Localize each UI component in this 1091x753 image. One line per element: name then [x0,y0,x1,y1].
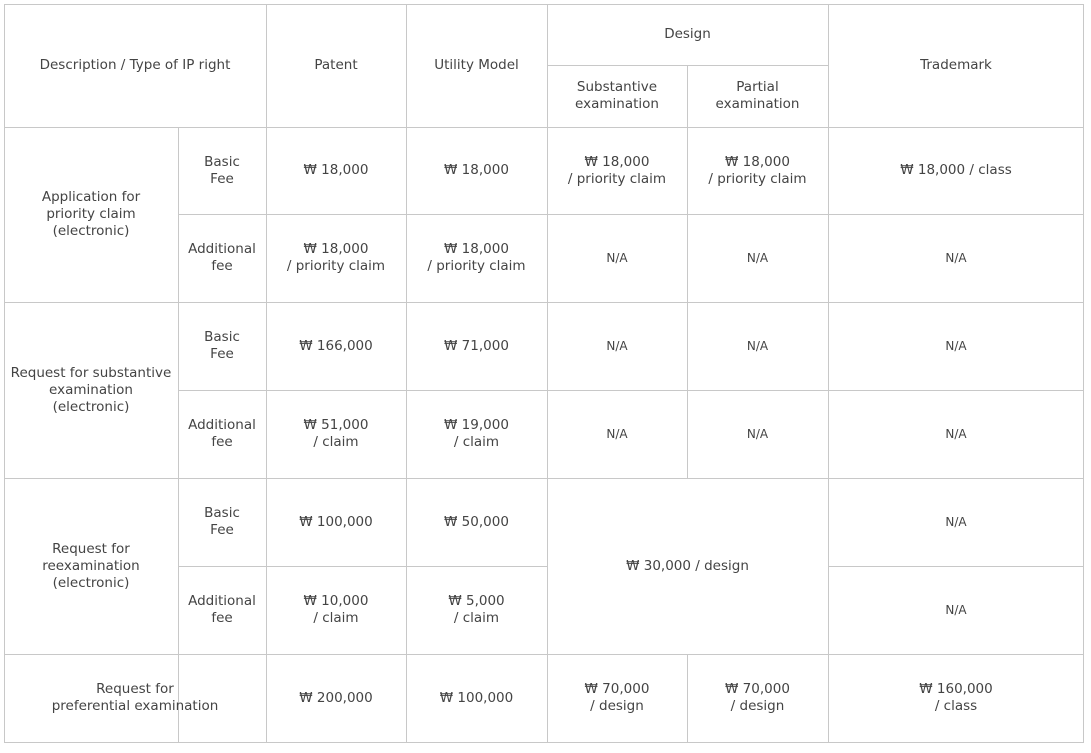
fee-type-additional: Additional fee [188,593,256,626]
header-design-partial: Partial examination [715,79,800,112]
header-design: Design [664,26,711,42]
fee-type-basic: Basic Fee [204,329,240,362]
fee-type-basic: Basic Fee [204,505,240,538]
header-description: Description / Type of IP right [39,57,231,73]
cell-preferential-patent: ₩ 200,000 [299,689,373,706]
cell-preferential-design-substantive: ₩ 70,000 / design [584,681,650,714]
header-patent: Patent [314,57,358,73]
table-border-bottom [4,742,1084,743]
cell-preferential-design-partial: ₩ 70,000 / design [725,681,790,714]
cell-substantive-basic-utility: ₩ 71,000 [444,337,509,354]
row-label-reexamination: Request for reexamination (electronic) [42,540,140,591]
row-label-priority-claim: Application for priority claim (electronic) [41,189,141,239]
fee-type-basic: Basic Fee [204,153,240,187]
cell-substantive-additional-design-substantive: N/A [606,426,628,441]
cell-substantive-additional-utility: ₩ 19,000 / claim [444,417,509,450]
cell-reexamination-design: ₩ 30,000 / design [626,557,749,574]
cell-reexamination-additional-trademark: N/A [945,602,967,617]
cell-priority-basic-design-substantive: ₩ 18,000 / priority claim [567,153,667,187]
cell-preferential-trademark: ₩ 160,000 / class [919,681,993,714]
cell-reexamination-basic-utility: ₩ 50,000 [444,513,509,530]
cell-priority-basic-utility: ₩ 18,000 [444,162,509,178]
cell-substantive-additional-patent: ₩ 51,000 / claim [303,417,369,450]
cell-priority-basic-trademark: ₩ 18,000 / class [900,162,1012,178]
fee-type-additional: Additional fee [188,417,256,450]
cell-substantive-basic-design-substantive: N/A [606,338,628,353]
cell-priority-additional-utility: ₩ 18,000 / priority claim [427,241,526,274]
row-label-preferential-examination: Request for preferential examination [51,681,219,714]
fee-type-additional: Additional fee [188,241,256,274]
cell-reexamination-additional-patent: ₩ 10,000 / claim [303,593,369,626]
cell-substantive-basic-trademark: N/A [945,338,967,353]
cell-reexamination-basic-trademark: N/A [945,514,967,529]
header-trademark: Trademark [920,57,992,73]
cell-substantive-basic-design-partial: N/A [746,338,769,353]
cell-priority-additional-patent: ₩ 18,000 / priority claim [286,241,386,274]
cell-priority-additional-design-partial: N/A [746,250,769,265]
cell-priority-additional-design-substantive: N/A [606,250,628,265]
header-utility-model: Utility Model [434,57,519,73]
cell-substantive-additional-design-partial: N/A [746,426,769,441]
cell-reexamination-additional-utility: ₩ 5,000 / claim [448,593,505,626]
cell-priority-basic-design-partial: ₩ 18,000 / priority claim [708,153,807,187]
cell-priority-additional-trademark: N/A [945,250,967,265]
cell-substantive-basic-patent: ₩ 166,000 [299,337,373,354]
row-label-substantive-examination: Request for substantive examination (electronic) [10,364,172,415]
cell-substantive-additional-trademark: N/A [945,426,967,441]
header-design-substantive: Substantive examination [575,79,659,112]
cell-reexamination-basic-patent: ₩ 100,000 [299,513,373,530]
cell-priority-basic-patent: ₩ 18,000 [303,162,369,178]
cell-preferential-utility: ₩ 100,000 [439,689,514,706]
